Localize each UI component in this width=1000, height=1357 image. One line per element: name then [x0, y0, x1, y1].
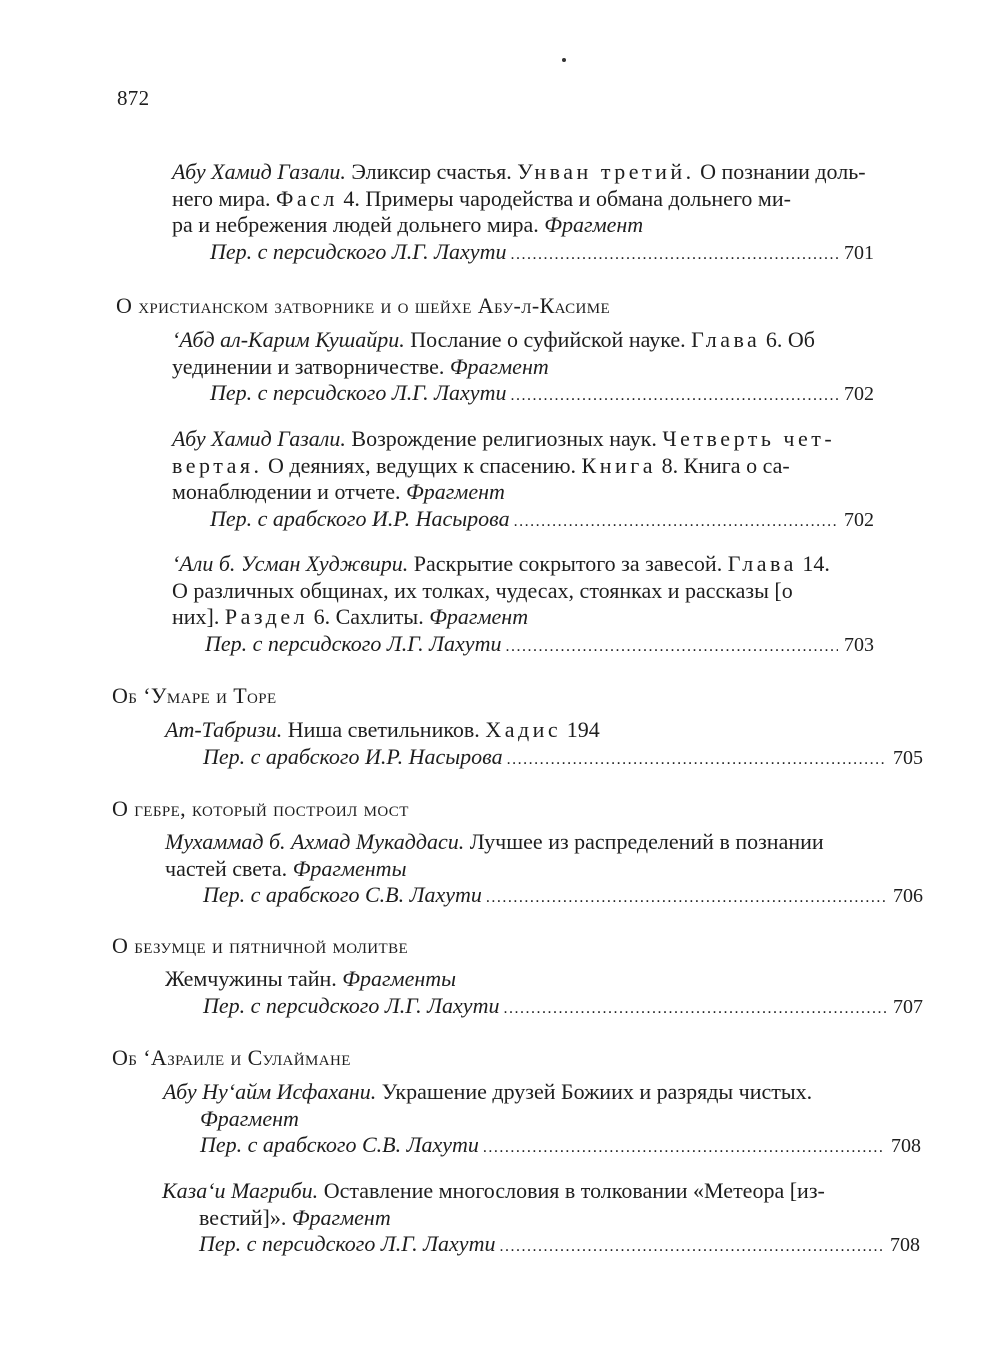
translator: Пер. с арабского С.В. Лахути [200, 1132, 479, 1157]
entry-line [172, 212, 874, 239]
entry-title-text: О различных общинах, их толках, чудесах, стоянках и рассказы [о [172, 577, 793, 603]
entry-fragment-label: Фрагменты [336, 966, 457, 991]
entry-spaced-text: Фасл [275, 185, 338, 211]
entry-line [172, 578, 874, 605]
entry-author: Абу Ну‘айм Исфахани. [163, 1079, 377, 1104]
entry-line [172, 551, 874, 578]
entry-title-text: вестий]». [199, 1204, 287, 1230]
entry-line [165, 966, 923, 993]
entry-page: 702 [844, 383, 874, 405]
entry-title-text: него мира. [172, 185, 271, 211]
toc-entry [172, 327, 874, 407]
entry-line [172, 479, 874, 506]
translator-line [203, 993, 923, 1020]
entry-line [162, 1178, 920, 1205]
section-heading: О христианском затворнике и о шейхе Абу-л-Касиме [116, 293, 611, 318]
entry-author: Абу Хамид Газали. [172, 426, 346, 451]
entry-line [162, 1205, 920, 1232]
translator: Пер. с персидского Л.Г. Лахути [210, 380, 507, 405]
dot-leader [499, 1234, 884, 1261]
entry-title-text: 4. Примеры чародейства и обмана дольнего ми- [337, 185, 791, 211]
entry-page: 706 [893, 885, 923, 907]
entry-fragment-label: Фрагмент [400, 479, 505, 504]
entry-author: Абу Хамид Газали. [172, 159, 346, 184]
entry-author: Мухаммад б. Ахмад Мукаддаси. [165, 829, 465, 854]
entry-spaced-text: вертая. [172, 452, 263, 478]
section-heading: О гебре, который построил мост [112, 796, 409, 821]
entry-fragment-label: Фрагмент [423, 604, 529, 629]
entry-page: 701 [844, 241, 874, 264]
toc-entry [162, 1178, 920, 1258]
translator-line [203, 744, 923, 771]
entry-page: 707 [893, 995, 923, 1018]
entry-title-text: ра и небрежения людей дольнего мира. [172, 212, 539, 237]
entry-spaced-text: Унван третий. [517, 159, 695, 184]
entry-title-text: Украшение друзей Божиих и разряды чистых. [376, 1079, 813, 1104]
entry-line [172, 426, 874, 453]
toc-entry [163, 1079, 921, 1159]
entry-author: ‘Али б. Усман Худжвири. [172, 551, 409, 576]
translator-line [205, 631, 874, 658]
entry-title-text: частей света. [165, 855, 288, 881]
entry-title-text: 194 [561, 717, 600, 742]
entry-line [172, 327, 874, 354]
entry-fragment-label: Фрагмент [200, 1105, 299, 1131]
toc-entry [172, 426, 874, 532]
entry-title-text: них]. [172, 604, 220, 629]
entry-title-text: Оставление многословия в толковании «Метеора [из- [318, 1178, 825, 1203]
entry-page: 703 [844, 633, 874, 656]
toc-entry [172, 551, 874, 657]
entry-line [172, 453, 874, 480]
section-heading: Об ‘Азраиле и Сулаймане [112, 1045, 351, 1070]
entry-spaced-text: Книга [581, 452, 657, 478]
translator: Пер. с арабского И.Р. Насырова [210, 505, 510, 531]
entry-spaced-text: Глава [691, 327, 761, 352]
entry-spaced-text: Глава [727, 551, 797, 576]
toc-entry [165, 829, 923, 909]
entry-title-text: 14. [796, 551, 830, 576]
entry-line [165, 829, 923, 856]
section-heading: Об ‘Умаре и Торе [112, 683, 277, 708]
entry-fragment-label: Фрагмент [444, 353, 549, 379]
translator: Пер. с персидского Л.Г. Лахути [199, 1231, 496, 1256]
entry-author: ‘Абд ал-Карим Кушайри. [172, 327, 405, 352]
entry-title-text: 8. Книга о са- [656, 452, 790, 478]
entry-fragment-label: Фрагмент [286, 1204, 391, 1230]
entry-line [165, 856, 923, 883]
dot-leader [486, 885, 887, 912]
dot-leader [514, 509, 838, 536]
entry-page: 705 [893, 746, 923, 769]
translator-line [210, 506, 874, 533]
entry-title-text: Эликсир счастья. [345, 159, 512, 184]
entry-title-text: Лучшее из распределений в познании [464, 829, 824, 854]
translator: Пер. с персидского Л.Г. Лахути [205, 630, 502, 656]
entry-title-text: Жемчужины тайн. [165, 966, 337, 991]
translator: Пер. с арабского И.Р. Насырова [203, 743, 503, 769]
dot-leader [510, 383, 838, 410]
entry-author: Каза‘и Магриби. [162, 1178, 319, 1203]
translator: Пер. с арабского С.В. Лахути [203, 882, 482, 907]
section-heading: О безумце и пятничной молитве [112, 933, 409, 958]
toc-entry [165, 717, 923, 770]
entry-line [172, 159, 874, 186]
dot-leader [507, 747, 887, 774]
toc-entry [165, 966, 923, 1019]
entry-line [172, 354, 874, 381]
entry-title-text: 6. Сахлиты. [308, 604, 424, 629]
entry-line [163, 1079, 921, 1106]
entry-spaced-text: Хадис [485, 717, 562, 742]
entry-title-text: 6. Об [760, 327, 815, 352]
translator-line [199, 1231, 920, 1258]
entry-line [172, 186, 874, 213]
entry-title-text: Возрождение религиозных наук. [345, 426, 657, 451]
entry-spaced-text: Раздел [224, 604, 309, 629]
entry-title-text: О познании доль- [694, 159, 866, 184]
translator: Пер. с персидского Л.Г. Лахути [210, 238, 507, 264]
entry-title-text: монаблюдении и отчете. [172, 479, 401, 504]
entry-line [172, 604, 874, 631]
entry-page: 708 [891, 1135, 921, 1157]
translator-line [203, 882, 923, 909]
dot-leader [510, 242, 838, 269]
entry-spaced-text: Четверть чет- [662, 426, 836, 451]
entry-page: 708 [890, 1234, 920, 1256]
entry-title-text: О деяниях, ведущих к спасению. [262, 452, 577, 478]
translator: Пер. с персидского Л.Г. Лахути [203, 992, 500, 1018]
entry-title-text: уединении и затворничестве. [172, 353, 445, 379]
translator-line [210, 239, 874, 266]
entry-title-text: Ниша светильников. [282, 717, 480, 742]
print-speck [562, 58, 566, 62]
entry-title-text: Раскрытие сокрытого за завесой. [408, 551, 723, 576]
entry-line [163, 1106, 921, 1133]
entry-page: 702 [844, 508, 874, 531]
translator-line [200, 1132, 921, 1159]
toc-entry [172, 159, 874, 265]
entry-title-text: Послание о суфийской науке. [404, 327, 686, 352]
entry-fragment-label: Фрагмент [538, 212, 644, 237]
dot-leader [503, 996, 887, 1023]
dot-leader [505, 634, 838, 661]
dot-leader [483, 1135, 885, 1162]
entry-line [165, 717, 923, 744]
entry-fragment-label: Фрагменты [287, 855, 407, 881]
entry-author: Ат-Табризи. [165, 717, 283, 742]
page-number: 872 [117, 86, 150, 110]
translator-line [210, 380, 874, 407]
